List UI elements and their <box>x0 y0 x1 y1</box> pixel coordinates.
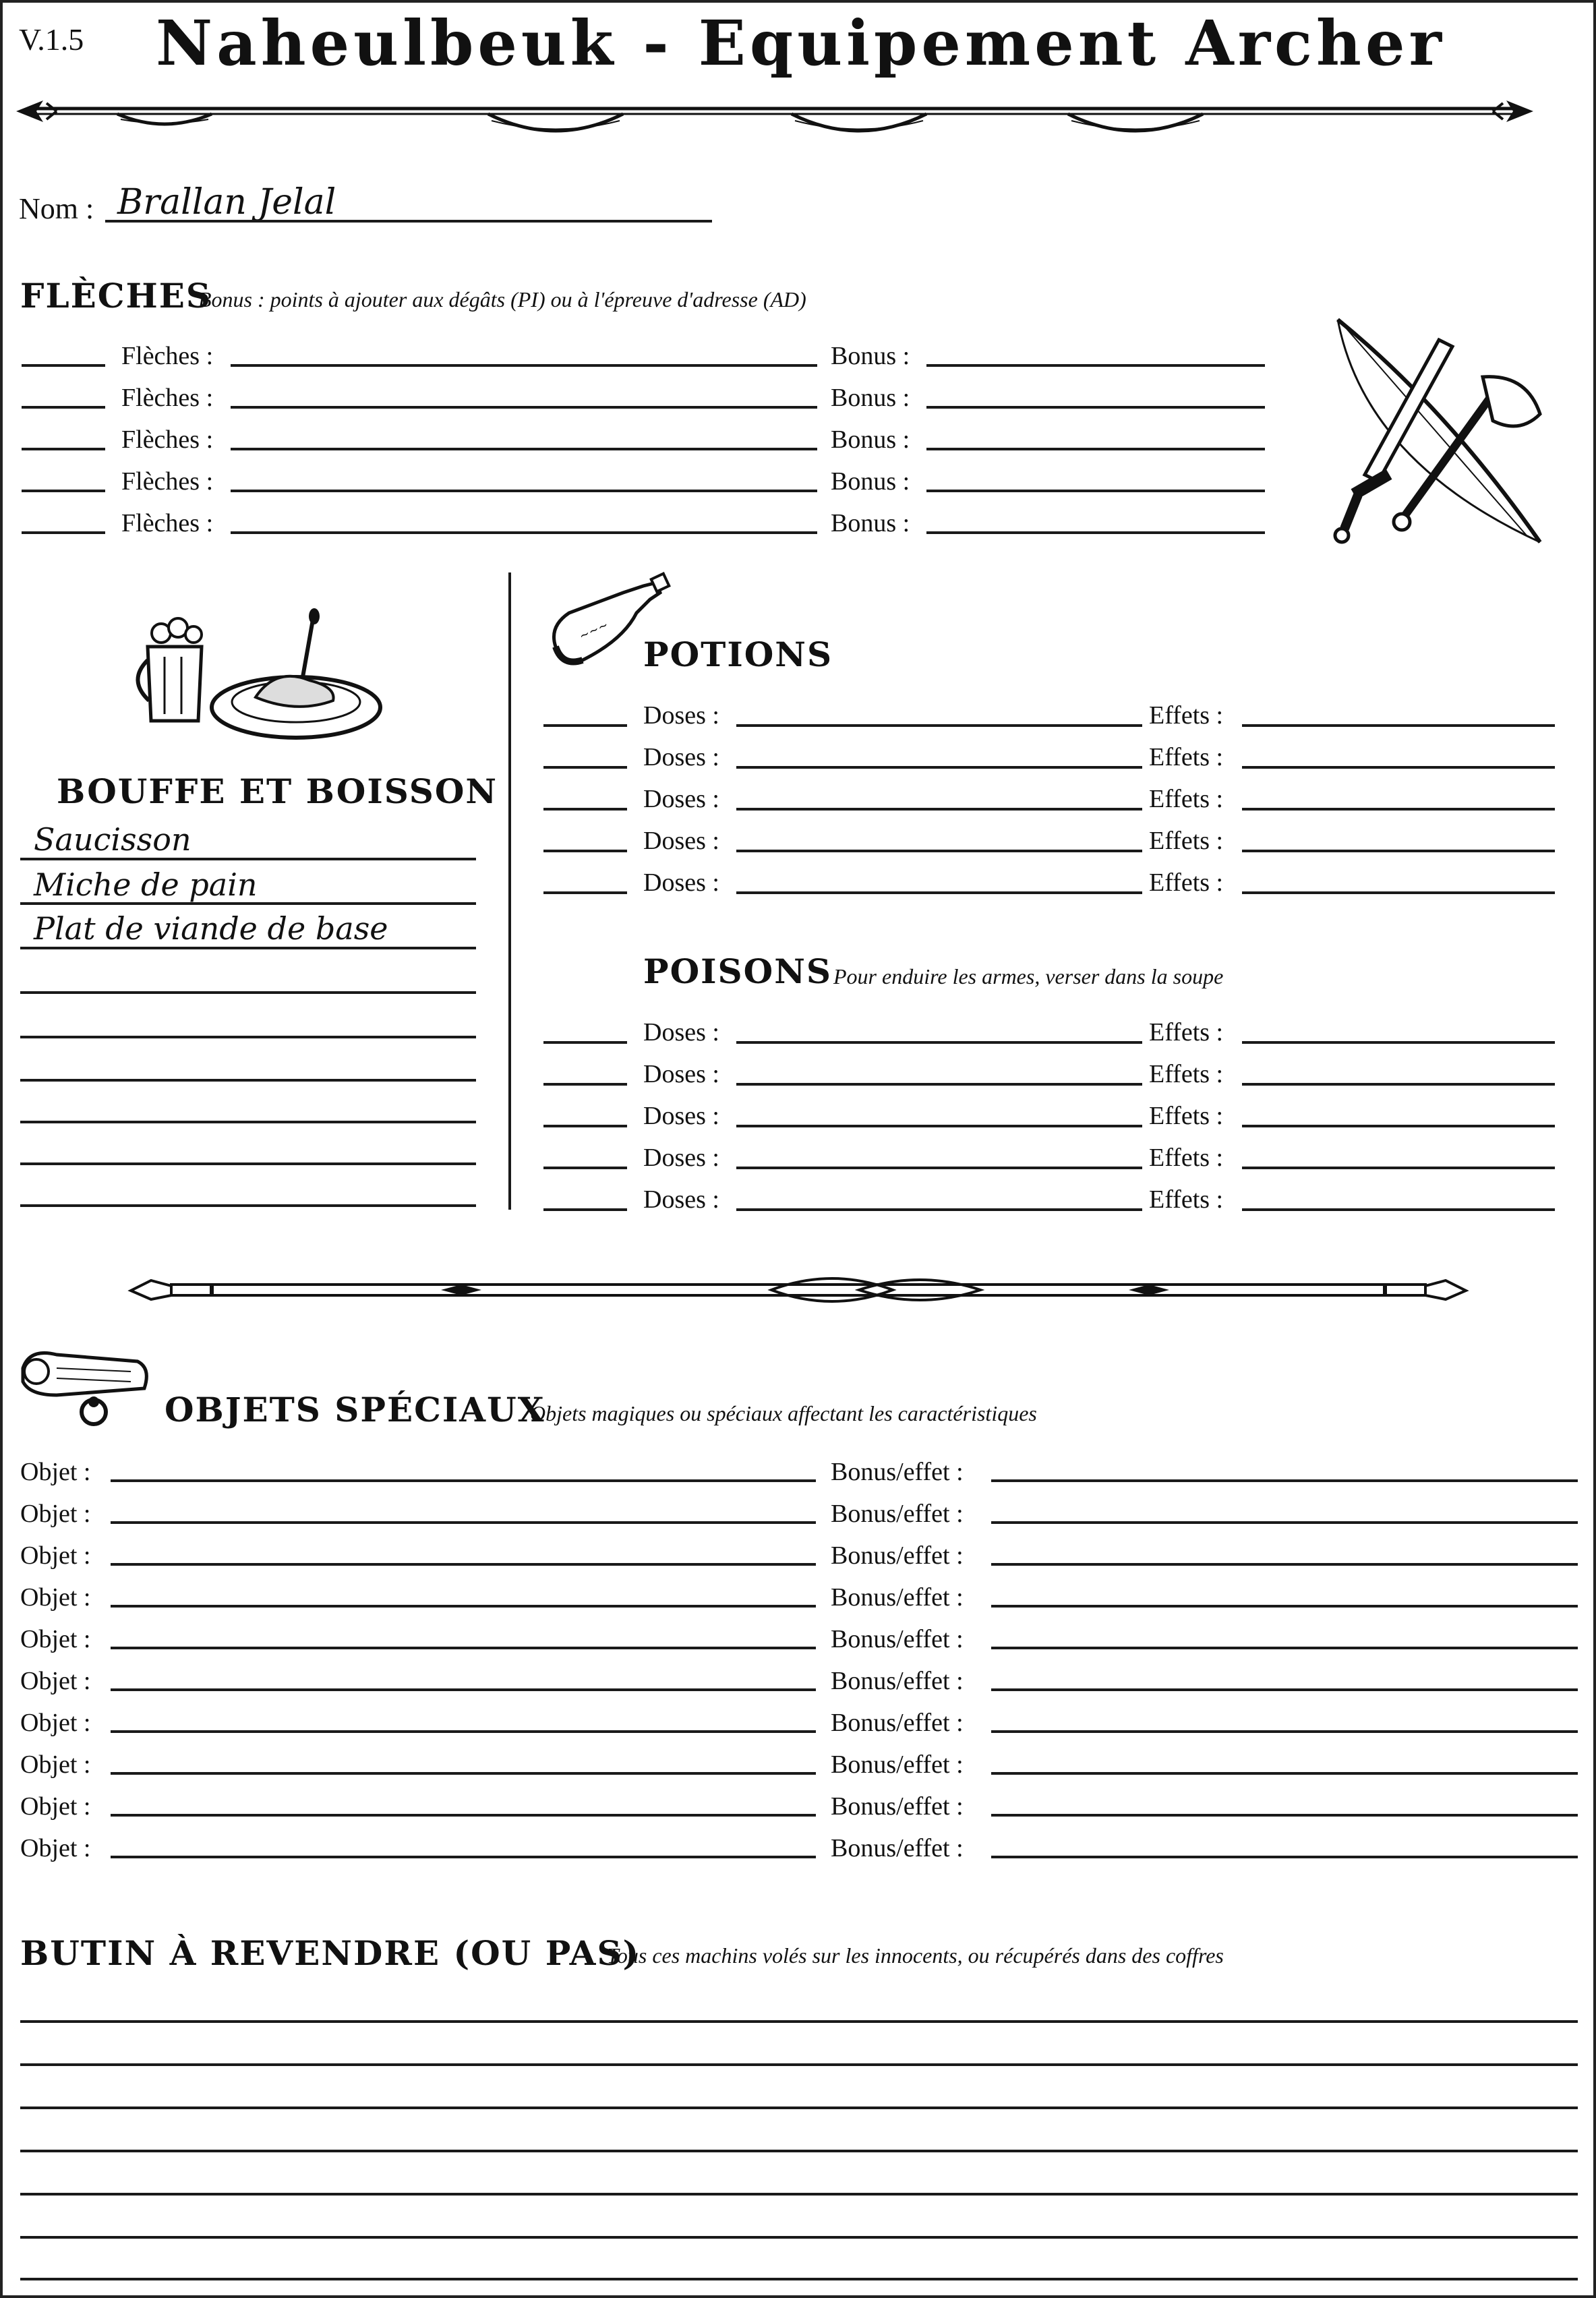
objet-bonus-label: Bonus/effet : <box>831 1792 964 1821</box>
column-divider <box>508 572 511 1210</box>
fleches-count-field[interactable] <box>22 490 105 492</box>
poison-doses-label: Doses : <box>643 1102 719 1130</box>
poison-effects-label: Effets : <box>1149 1060 1224 1088</box>
objet-bonus-label: Bonus/effet : <box>831 1834 964 1862</box>
potion-count-field[interactable] <box>543 850 627 852</box>
bouffe-item[interactable]: Miche de pain <box>34 866 258 903</box>
poison-name-field[interactable] <box>736 1083 1142 1086</box>
fleches-name-field[interactable] <box>231 406 817 409</box>
poison-count-field[interactable] <box>543 1125 627 1127</box>
fleches-bonus-field[interactable] <box>926 448 1265 450</box>
poison-effects-field[interactable] <box>1242 1125 1555 1127</box>
bouffe-item[interactable]: Saucisson <box>34 821 191 858</box>
poison-effects-label: Effets : <box>1149 1144 1224 1172</box>
poison-effects-field[interactable] <box>1242 1167 1555 1169</box>
objet-name-field[interactable] <box>111 1647 816 1649</box>
objet-bonus-label: Bonus/effet : <box>831 1500 964 1528</box>
fleches-bonus-label: Bonus : <box>831 384 910 412</box>
objet-bonus-field[interactable] <box>991 1814 1578 1817</box>
poison-name-field[interactable] <box>736 1167 1142 1169</box>
section-title-poisons: POISONS <box>643 951 833 991</box>
potion-effects-label: Effets : <box>1149 701 1224 730</box>
section-title-objets: OBJETS SPÉCIAUX <box>165 1390 545 1430</box>
potion-doses-label: Doses : <box>643 701 719 730</box>
poison-effects-label: Effets : <box>1149 1018 1224 1047</box>
objet-name-field[interactable] <box>111 1605 816 1608</box>
bouffe-line[interactable] <box>20 1036 476 1038</box>
bouffe-line[interactable] <box>20 1204 476 1207</box>
butin-line[interactable] <box>20 2193 1578 2196</box>
poison-name-field[interactable] <box>736 1041 1142 1044</box>
objet-bonus-field[interactable] <box>991 1856 1578 1858</box>
section-title-potions: POTIONS <box>643 635 833 674</box>
poison-effects-label: Effets : <box>1149 1102 1224 1130</box>
objet-name-field[interactable] <box>111 1521 816 1524</box>
poison-effects-field[interactable] <box>1242 1083 1555 1086</box>
potion-count-field[interactable] <box>543 808 627 811</box>
objet-bonus-label: Bonus/effet : <box>831 1625 964 1653</box>
objet-name-field[interactable] <box>111 1772 816 1775</box>
name-field-line <box>105 220 712 223</box>
potion-effects-field[interactable] <box>1242 724 1555 727</box>
potion-effects-field[interactable] <box>1242 850 1555 852</box>
fleches-name-field[interactable] <box>231 364 817 367</box>
objet-name-field[interactable] <box>111 1814 816 1817</box>
potion-name-field[interactable] <box>736 850 1142 852</box>
scroll-and-ring-icon <box>16 1341 165 1429</box>
objet-bonus-field[interactable] <box>991 1521 1578 1524</box>
potion-doses-label: Doses : <box>643 827 719 855</box>
bouffe-line[interactable] <box>20 991 476 994</box>
potion-name-field[interactable] <box>736 808 1142 811</box>
bouffe-line <box>20 858 476 860</box>
objet-name-field[interactable] <box>111 1479 816 1482</box>
fleches-label: Flèches : <box>121 467 214 496</box>
poisons-subtitle: Pour enduire les armes, verser dans la soupe <box>833 964 1224 989</box>
poison-name-field[interactable] <box>736 1125 1142 1127</box>
poison-count-field[interactable] <box>543 1167 627 1169</box>
objet-label: Objet : <box>20 1667 91 1695</box>
potion-effects-field[interactable] <box>1242 808 1555 811</box>
fleches-bonus-field[interactable] <box>926 490 1265 492</box>
fleches-label: Flèches : <box>121 425 214 454</box>
potion-name-field[interactable] <box>736 724 1142 727</box>
fleches-name-field[interactable] <box>231 531 817 534</box>
fleches-bonus-label: Bonus : <box>831 509 910 537</box>
poison-effects-label: Effets : <box>1149 1185 1224 1214</box>
objet-name-field[interactable] <box>111 1856 816 1858</box>
potion-effects-label: Effets : <box>1149 827 1224 855</box>
objet-bonus-label: Bonus/effet : <box>831 1709 964 1737</box>
potion-effects-field[interactable] <box>1242 891 1555 894</box>
fleches-count-field[interactable] <box>22 406 105 409</box>
objet-bonus-field[interactable] <box>991 1479 1578 1482</box>
poison-effects-field[interactable] <box>1242 1041 1555 1044</box>
butin-line[interactable] <box>20 2150 1578 2152</box>
potion-effects-label: Effets : <box>1149 785 1224 813</box>
fleches-bonus-field[interactable] <box>926 531 1265 534</box>
objet-bonus-label: Bonus/effet : <box>831 1541 964 1570</box>
potion-name-field[interactable] <box>736 891 1142 894</box>
objet-bonus-field[interactable] <box>991 1772 1578 1775</box>
objet-label: Objet : <box>20 1625 91 1653</box>
butin-subtitle: Tous ces machins volés sur les innocents, ou récupérés dans des coffres <box>607 1943 1224 1968</box>
fleches-bonus-label: Bonus : <box>831 425 910 454</box>
fleches-bonus-label: Bonus : <box>831 467 910 496</box>
name-label: Nom : <box>19 192 94 225</box>
objet-name-field[interactable] <box>111 1730 816 1733</box>
objet-label: Objet : <box>20 1541 91 1570</box>
objet-label: Objet : <box>20 1750 91 1779</box>
objet-name-field[interactable] <box>111 1563 816 1566</box>
objet-bonus-field[interactable] <box>991 1730 1578 1733</box>
objet-bonus-field[interactable] <box>991 1605 1578 1608</box>
bouffe-line[interactable] <box>20 1121 476 1123</box>
butin-line[interactable] <box>20 2278 1578 2280</box>
fleches-bonus-field[interactable] <box>926 364 1265 367</box>
objet-bonus-label: Bonus/effet : <box>831 1750 964 1779</box>
poison-doses-label: Doses : <box>643 1185 719 1214</box>
objet-name-field[interactable] <box>111 1688 816 1691</box>
butin-line[interactable] <box>20 2063 1578 2066</box>
potion-count-field[interactable] <box>543 724 627 727</box>
potion-count-field[interactable] <box>543 766 627 769</box>
character-name-value[interactable]: Brallan Jelal <box>117 182 336 223</box>
poison-count-field[interactable] <box>543 1041 627 1044</box>
poison-count-field[interactable] <box>543 1083 627 1086</box>
potion-doses-label: Doses : <box>643 743 719 771</box>
svg-text:~~~: ~~~ <box>577 618 611 644</box>
butin-line[interactable] <box>20 2020 1578 2023</box>
potion-effects-field[interactable] <box>1242 766 1555 769</box>
objet-bonus-label: Bonus/effet : <box>831 1458 964 1486</box>
poison-name-field[interactable] <box>736 1208 1142 1211</box>
bouffe-item[interactable]: Plat de viande de base <box>34 910 388 947</box>
fleches-label: Flèches : <box>121 384 214 412</box>
poison-count-field[interactable] <box>543 1208 627 1211</box>
objet-label: Objet : <box>20 1458 91 1486</box>
potion-doses-label: Doses : <box>643 868 719 897</box>
fleches-count-field[interactable] <box>22 448 105 450</box>
objet-label: Objet : <box>20 1583 91 1612</box>
potion-name-field[interactable] <box>736 766 1142 769</box>
section-title-bouffe: BOUFFE ET BOISSON <box>57 771 498 811</box>
objet-label: Objet : <box>20 1709 91 1737</box>
objet-bonus-field[interactable] <box>991 1688 1578 1691</box>
fleches-label: Flèches : <box>121 509 214 537</box>
objets-subtitle: Objets magiques ou spéciaux affectant les caractéristiques <box>530 1401 1037 1425</box>
bouffe-line[interactable] <box>20 1079 476 1082</box>
objet-label: Objet : <box>20 1792 91 1821</box>
objet-bonus-label: Bonus/effet : <box>831 1667 964 1695</box>
version-label: V.1.5 <box>19 22 84 57</box>
section-title-butin: BUTIN À REVENDRE (OU PAS) <box>20 1933 641 1973</box>
poison-doses-label: Doses : <box>643 1144 719 1172</box>
bouffe-line <box>20 947 476 949</box>
potion-doses-label: Doses : <box>643 785 719 813</box>
fleches-count-field[interactable] <box>22 531 105 534</box>
fleches-name-field[interactable] <box>231 448 817 450</box>
butin-line[interactable] <box>20 2236 1578 2239</box>
objet-label: Objet : <box>20 1834 91 1862</box>
potion-effects-label: Effets : <box>1149 868 1224 897</box>
objet-bonus-label: Bonus/effet : <box>831 1583 964 1612</box>
fleches-label: Flèches : <box>121 342 214 370</box>
bouffe-line[interactable] <box>20 1162 476 1165</box>
poison-doses-label: Doses : <box>643 1060 719 1088</box>
bouffe-line <box>20 902 476 905</box>
butin-line[interactable] <box>20 2106 1578 2109</box>
crossed-sword-bow-axe-icon <box>1324 313 1567 556</box>
sheet-title: Naheulbeuk - Equipement Archer <box>156 7 1446 80</box>
poison-doses-label: Doses : <box>643 1018 719 1047</box>
fleches-count-field[interactable] <box>22 364 105 367</box>
fleches-bonus-field[interactable] <box>926 406 1265 409</box>
potion-effects-label: Effets : <box>1149 743 1224 771</box>
objet-bonus-field[interactable] <box>991 1563 1578 1566</box>
beer-mug-and-plate-icon <box>141 606 384 741</box>
objet-bonus-field[interactable] <box>991 1647 1578 1649</box>
section-title-fleches: FLÈCHES <box>20 276 212 316</box>
arrow-divider-icon <box>16 87 1533 148</box>
objet-label: Objet : <box>20 1500 91 1528</box>
fleches-name-field[interactable] <box>231 490 817 492</box>
poison-effects-field[interactable] <box>1242 1208 1555 1211</box>
fleches-bonus-label: Bonus : <box>831 342 910 370</box>
fleches-subtitle: Bonus : points à ajouter aux dégâts (PI) ou à l'épreuve d'adresse (AD) <box>198 287 806 312</box>
staff-divider-icon <box>131 1260 1466 1314</box>
potion-count-field[interactable] <box>543 891 627 894</box>
